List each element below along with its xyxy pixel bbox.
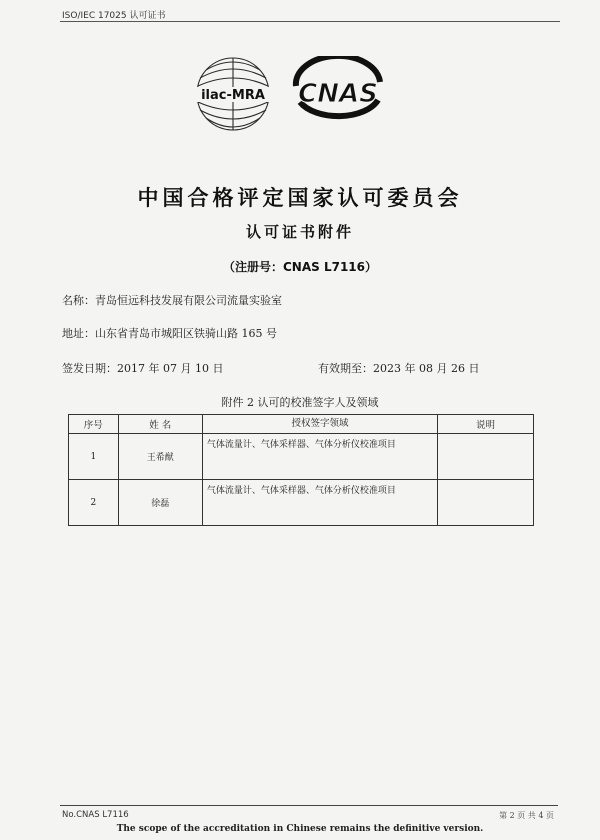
table-row bbox=[69, 480, 534, 526]
address-value: 山东省青岛市城阳区铁骑山路 165 号 bbox=[95, 327, 277, 340]
name-label: 名称： bbox=[62, 294, 95, 307]
table-header-row bbox=[69, 415, 534, 434]
row-no: 2 bbox=[69, 480, 119, 526]
row-no: 1 bbox=[69, 434, 119, 480]
table-title: 附件 2 认可的校准签字人及领域 bbox=[221, 396, 379, 409]
row-note bbox=[438, 434, 534, 480]
issue-date-field bbox=[62, 360, 223, 376]
issue-date-label: 签发日期： bbox=[62, 362, 117, 375]
header-no: 序号 bbox=[69, 415, 119, 434]
address-label: 地址： bbox=[62, 327, 95, 340]
committee-title: 中国合格评定国家认可委员会 bbox=[137, 186, 463, 210]
row-field: 气体流量计、气体采样器、气体分析仪校准项目 bbox=[202, 434, 437, 480]
registration-number: （注册号：CNAS L7116） bbox=[222, 260, 377, 274]
certificate-subtitle: 认可证书附件 bbox=[245, 223, 354, 241]
row-field: 气体流量计、气体采样器、气体分析仪校准项目 bbox=[202, 480, 437, 526]
valid-until-label: 有效期至： bbox=[318, 362, 373, 375]
standard-header: ISO/IEC 17025 认可证书 bbox=[62, 11, 166, 21]
cnas-logo-text: CNAS bbox=[298, 79, 378, 109]
signatory-table bbox=[68, 414, 534, 526]
header-note: 说明 bbox=[438, 415, 534, 434]
cnas-logo bbox=[288, 56, 388, 126]
ilac-logo-text: ilac-MRA bbox=[201, 88, 265, 103]
row-name: 徐磊 bbox=[118, 480, 202, 526]
table-row bbox=[69, 434, 534, 480]
valid-until-value: 2023 年 08 月 26 日 bbox=[373, 362, 480, 375]
header-rule bbox=[60, 21, 560, 22]
row-name: 王希猷 bbox=[118, 434, 202, 480]
footer-definitive-note: The scope of the accreditation in Chinese remains the definitive version. bbox=[116, 824, 484, 834]
footer-certificate-number: No.CNAS L7116 bbox=[62, 810, 129, 820]
footer-rule bbox=[60, 805, 558, 806]
issue-date-value: 2017 年 07 月 10 日 bbox=[117, 362, 224, 375]
ilac-mra-logo bbox=[182, 52, 284, 136]
address-field bbox=[62, 325, 277, 341]
valid-until-field bbox=[318, 360, 479, 376]
name-value: 青岛恒远科技发展有限公司流量实验室 bbox=[95, 294, 282, 307]
header-field: 授权签字领域 bbox=[202, 415, 437, 434]
row-note bbox=[438, 480, 534, 526]
header-name: 姓 名 bbox=[118, 415, 202, 434]
footer-page-number: 第 2 页 共 4 页 bbox=[499, 811, 554, 820]
name-field bbox=[62, 292, 282, 308]
